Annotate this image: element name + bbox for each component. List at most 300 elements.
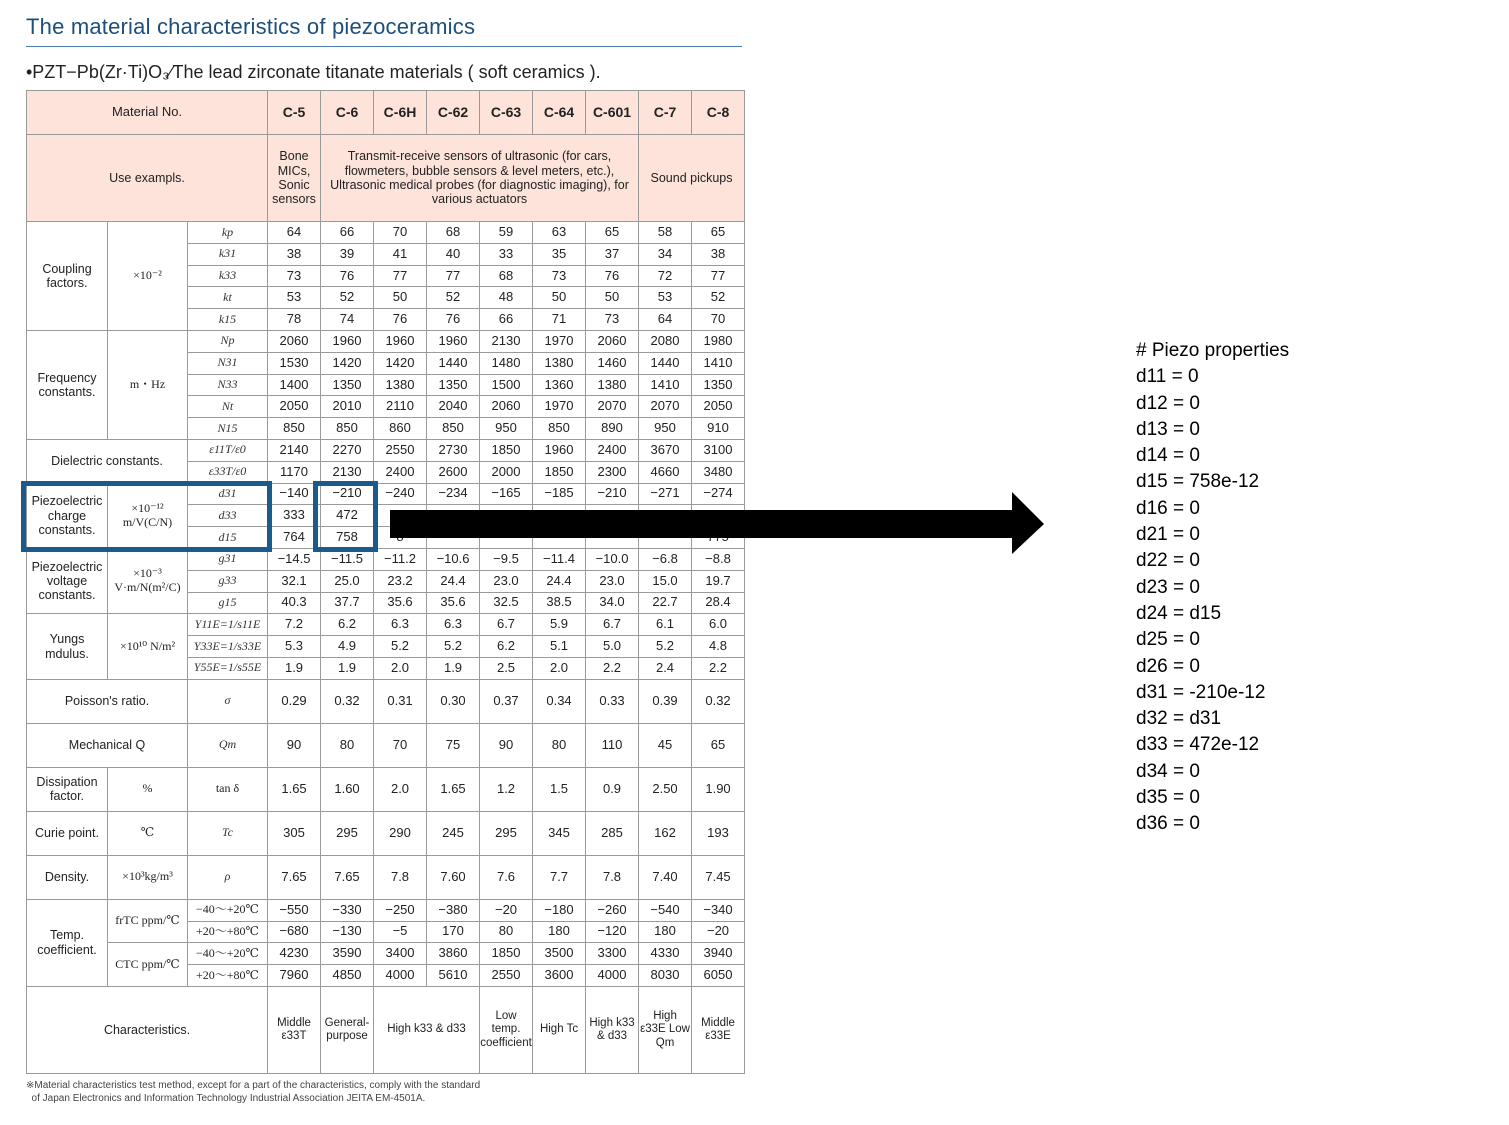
value-cell: 7.45 [692,855,745,899]
value-cell: 850 [427,418,480,440]
value-cell: 1350 [692,374,745,396]
symbol-cell: d33 [188,505,268,527]
table-row [27,899,745,921]
property-line: d36 = 0 [1136,813,1200,835]
value-cell: 180 [639,921,692,943]
material-code: C-62 [427,91,480,135]
table-row [27,91,745,135]
value-cell: 1850 [480,439,533,461]
curie-label: Curie point. [27,811,108,855]
value-cell: 2080 [639,330,692,352]
yungs-label: Yungs mdulus. [27,614,108,679]
value-cell: 7960 [268,965,321,987]
table-row [27,330,745,352]
value-cell: 764 [268,527,321,549]
value-cell: −8.8 [692,548,745,570]
value-cell: 2140 [268,439,321,461]
value-cell: 1960 [321,330,374,352]
symbol-cell: kp [188,222,268,244]
value-cell: 52 [321,287,374,309]
value-cell: −5 [374,921,427,943]
value-cell: 162 [639,811,692,855]
value-cell: −185 [533,483,586,505]
value-cell: 2.50 [639,767,692,811]
value-cell: 24.4 [427,570,480,592]
value-cell: 6.3 [374,614,427,636]
property-line: d11 = 0 [1136,366,1199,388]
value-cell: 70 [374,222,427,244]
value-cell: 50 [586,287,639,309]
symbol-cell: ρ [188,855,268,899]
value-cell: 0.31 [374,679,427,723]
value-cell: 2.5 [480,657,533,679]
property-line: d35 = 0 [1136,787,1200,809]
value-cell: 1440 [427,352,480,374]
value-cell: 23.0 [480,570,533,592]
value-cell: 7.8 [374,855,427,899]
table-row [27,222,745,244]
char-cell: Middle ε33T [268,986,321,1073]
value-cell: 180 [533,921,586,943]
piezo-properties [1136,338,1289,838]
property-line: d15 = 758e-12 [1136,471,1260,493]
material-table [26,90,745,1074]
value-cell: 76 [586,265,639,287]
property-line: d16 = 0 [1136,497,1200,519]
value-cell: 890 [586,418,639,440]
range-cell: −40〜+20℃ [188,943,268,965]
value-cell: −250 [374,899,427,921]
char-cell: General-purpose [321,986,374,1073]
value-cell: 1960 [374,330,427,352]
value-cell: 2550 [480,965,533,987]
value-cell: 6.2 [321,614,374,636]
value-cell: 59 [480,222,533,244]
value-cell: 193 [692,811,745,855]
value-cell: 2070 [586,396,639,418]
value-cell: 472 [321,505,374,527]
symbol-cell: g15 [188,592,268,614]
value-cell: −11.5 [321,548,374,570]
value-cell: 48 [480,287,533,309]
value-cell: 3480 [692,461,745,483]
value-cell: 41 [374,243,427,265]
value-cell: 32.5 [480,592,533,614]
title-divider [26,46,742,47]
symbol-cell: ε11T/ε0 [188,439,268,461]
symbol-cell: g31 [188,548,268,570]
symbol-cell: Np [188,330,268,352]
value-cell: 295 [321,811,374,855]
value-cell: 170 [427,921,480,943]
c6-charge-values-highlight [313,481,378,552]
right-arrow-icon [390,492,1050,562]
material-code: C-7 [639,91,692,135]
value-cell: 950 [480,418,533,440]
value-cell: 35.6 [427,592,480,614]
value-cell: 245 [427,811,480,855]
value-cell: 2400 [586,439,639,461]
value-cell: 0.32 [321,679,374,723]
value-cell: −550 [268,899,321,921]
value-cell: 2000 [480,461,533,483]
poisson-label: Poisson's ratio. [27,679,188,723]
value-cell: 3600 [533,965,586,987]
material-no-label: Material No. [27,91,268,135]
value-cell: −260 [586,899,639,921]
value-cell: 0.34 [533,679,586,723]
char-cell: Middle ε33E [692,986,745,1073]
coupling-label: Coupling factors. [27,222,108,331]
voltage-unit: ×10⁻³ V·m/N(m²/C) [108,548,188,613]
value-cell: 1850 [533,461,586,483]
charge-constants-label-highlight [21,481,272,552]
value-cell: 80 [480,921,533,943]
value-cell: 1350 [321,374,374,396]
value-cell: 23.2 [374,570,427,592]
value-cell: 950 [639,418,692,440]
value-cell: 1360 [533,374,586,396]
value-cell: 37 [586,243,639,265]
value-cell: 5.1 [533,636,586,658]
value-cell: 58 [639,222,692,244]
value-cell: 40.3 [268,592,321,614]
value-cell: 22.7 [639,592,692,614]
value-cell: 90 [480,723,533,767]
yungs-unit: ×10¹⁰ N/m² [108,614,188,679]
symbol-cell: N31 [188,352,268,374]
value-cell: 2550 [374,439,427,461]
value-cell: 80 [321,723,374,767]
value-cell: 6.3 [427,614,480,636]
symbol-cell: N33 [188,374,268,396]
value-cell: 4850 [321,965,374,987]
value-cell: 2.0 [533,657,586,679]
property-line: d33 = 472e-12 [1136,734,1260,756]
dielectric-label: Dielectric constants. [27,439,188,483]
value-cell: 285 [586,811,639,855]
table-row [27,855,745,899]
material-sheet [26,90,742,1073]
value-cell: 1350 [427,374,480,396]
value-cell: 3300 [586,943,639,965]
value-cell: 70 [692,309,745,331]
value-cell: 2050 [268,396,321,418]
value-cell: 7.7 [533,855,586,899]
value-cell: −9.5 [480,548,533,570]
value-cell: 2010 [321,396,374,418]
table-row [27,767,745,811]
value-cell: 1960 [533,439,586,461]
value-cell: 15.0 [639,570,692,592]
value-cell: 6.2 [480,636,533,658]
symbol-cell: N15 [188,418,268,440]
material-code: C-8 [692,91,745,135]
value-cell: 68 [480,265,533,287]
value-cell: 6050 [692,965,745,987]
value-cell: −140 [268,483,321,505]
value-cell: −14.5 [268,548,321,570]
symbol-cell: tan δ [188,767,268,811]
value-cell: 2270 [321,439,374,461]
value-cell: 50 [533,287,586,309]
symbol-cell: Qm [188,723,268,767]
value-cell: 1530 [268,352,321,374]
density-unit: ×10³kg/m³ [108,855,188,899]
value-cell: 39 [321,243,374,265]
value-cell: 1420 [374,352,427,374]
frequency-unit: m・Hz [108,330,188,439]
table-row [27,811,745,855]
value-cell: −330 [321,899,374,921]
value-cell: 76 [374,309,427,331]
value-cell: 850 [533,418,586,440]
value-cell: 7.40 [639,855,692,899]
charge-unit: ×10⁻¹² m/V(C/N) [108,483,188,548]
value-cell: 1380 [533,352,586,374]
value-cell: 4000 [374,965,427,987]
table-row [27,943,745,965]
symbol-cell: d31 [188,483,268,505]
material-code: C-5 [268,91,321,135]
property-line: d24 = d15 [1136,602,1222,624]
value-cell: 72 [639,265,692,287]
footnote: ※Material characteristics test method, except for a part of the characteristics, comply with the standard of Japan Electronics and Information Technology Industrial Association JEITA EM-4501A. [26,1080,481,1104]
value-cell: 6.7 [586,614,639,636]
value-cell: −234 [427,483,480,505]
material-code: C-6H [374,91,427,135]
value-cell: 7.65 [321,855,374,899]
symbol-cell: k15 [188,309,268,331]
symbol-cell: Y55E=1/s55E [188,657,268,679]
value-cell: 860 [374,418,427,440]
char-cell: High k33 & d33 [586,986,639,1073]
value-cell: 1460 [586,352,639,374]
value-cell: 76 [427,309,480,331]
value-cell: 6.1 [639,614,692,636]
value-cell: 2400 [374,461,427,483]
value-cell: 68 [427,222,480,244]
value-cell: 850 [321,418,374,440]
value-cell: −210 [586,483,639,505]
value-cell: 1400 [268,374,321,396]
value-cell: 8030 [639,965,692,987]
value-cell: 3100 [692,439,745,461]
value-cell: −20 [692,921,745,943]
value-cell: −6.8 [639,548,692,570]
value-cell: 1.65 [268,767,321,811]
value-cell: 5.0 [586,636,639,658]
value-cell: 0.29 [268,679,321,723]
value-cell: 75 [427,723,480,767]
value-cell: −10.6 [427,548,480,570]
charge-label: Piezoelectric charge constants. [27,483,108,548]
value-cell: 1.90 [692,767,745,811]
value-cell: 1170 [268,461,321,483]
symbol-cell: g33 [188,570,268,592]
value-cell: 5.2 [427,636,480,658]
value-cell: 4230 [268,943,321,965]
value-cell: 2060 [268,330,321,352]
value-cell: 73 [533,265,586,287]
frequency-label: Frequency constants. [27,330,108,439]
value-cell: 1.9 [321,657,374,679]
value-cell: 77 [692,265,745,287]
value-cell: −11.4 [533,548,586,570]
property-line: d14 = 0 [1136,445,1200,467]
material-code: C-64 [533,91,586,135]
property-line: d26 = 0 [1136,655,1200,677]
value-cell: 1500 [480,374,533,396]
value-cell: 53 [639,287,692,309]
material-code: C-6 [321,91,374,135]
value-cell: 1980 [692,330,745,352]
value-cell: −20 [480,899,533,921]
voltage-label: Piezoelectric voltage constants. [27,548,108,613]
value-cell: 4.9 [321,636,374,658]
value-cell: 1.2 [480,767,533,811]
value-cell: 25.0 [321,570,374,592]
value-cell: 2600 [427,461,480,483]
value-cell: −130 [321,921,374,943]
value-cell: 0.32 [692,679,745,723]
property-line: d22 = 0 [1136,550,1200,572]
symbol-cell: kt [188,287,268,309]
value-cell: 3940 [692,943,745,965]
use-c7c8: Sound pickups [639,135,745,222]
value-cell: 71 [533,309,586,331]
value-cell: 24.4 [533,570,586,592]
value-cell: 2130 [480,330,533,352]
value-cell: 910 [692,418,745,440]
value-cell: −10.0 [586,548,639,570]
property-line: d34 = 0 [1136,760,1200,782]
value-cell: −180 [533,899,586,921]
use-label: Use exampls. [27,135,268,222]
symbol-cell: ε33T/ε0 [188,461,268,483]
property-line: d13 = 0 [1136,418,1200,440]
page-subtitle: •PZT−Pb(Zr·Ti)O₃∕The lead zirconate titanate materials ( soft ceramics ). [26,62,601,82]
value-cell: 2.0 [374,657,427,679]
page-title: The material characteristics of piezoceramics [26,14,476,39]
symbol-cell: d15 [188,527,268,549]
value-cell: 5610 [427,965,480,987]
property-line: d32 = d31 [1136,708,1222,730]
value-cell: 77 [374,265,427,287]
property-line: d21 = 0 [1136,524,1200,546]
value-cell: 78 [268,309,321,331]
value-cell: 1440 [639,352,692,374]
value-cell: 1380 [374,374,427,396]
value-cell: 5.2 [374,636,427,658]
value-cell: 19.7 [692,570,745,592]
table-row [27,723,745,767]
value-cell: 1380 [586,374,639,396]
value-cell: 64 [639,309,692,331]
value-cell: 0.30 [427,679,480,723]
value-cell: 2130 [321,461,374,483]
symbol-cell: k31 [188,243,268,265]
dissipation-unit: % [108,767,188,811]
symbol-cell: Y11E=1/s11E [188,614,268,636]
material-code: C-601 [586,91,639,135]
value-cell: 32.1 [268,570,321,592]
use-mid: Transmit-receive sensors of ultrasonic (for cars, flowmeters, bubble sensors & level meters, etc.), Ultrasonic medical probes (for diagnostic imaging), for various actuators [321,135,639,222]
value-cell: 66 [480,309,533,331]
material-code: C-63 [480,91,533,135]
char-cell: High k33 & d33 [374,986,480,1073]
value-cell: 2730 [427,439,480,461]
table-row [27,439,745,461]
properties-header: # Piezo properties [1136,340,1290,361]
value-cell: 7.8 [586,855,639,899]
value-cell: 1410 [692,352,745,374]
value-cell: 35 [533,243,586,265]
value-cell: 38.5 [533,592,586,614]
property-line: d31 = -210e-12 [1136,681,1266,703]
value-cell: 2.2 [692,657,745,679]
table-row [27,986,745,1073]
range-cell: +20〜+80℃ [188,965,268,987]
value-cell: 1.65 [427,767,480,811]
value-cell: 2.2 [586,657,639,679]
dissipation-label: Dissipation factor. [27,767,108,811]
value-cell: 295 [480,811,533,855]
value-cell: 1480 [480,352,533,374]
value-cell: −680 [268,921,321,943]
value-cell: 4.8 [692,636,745,658]
value-cell: 305 [268,811,321,855]
value-cell: 345 [533,811,586,855]
curie-unit: ℃ [108,811,188,855]
value-cell: 5.9 [533,614,586,636]
value-cell: 76 [321,265,374,287]
value-cell: 90 [268,723,321,767]
value-cell: 110 [586,723,639,767]
symbol-cell: Tc [188,811,268,855]
range-cell: −40〜+20℃ [188,899,268,921]
value-cell: 65 [692,723,745,767]
value-cell: 53 [268,287,321,309]
value-cell: 3670 [639,439,692,461]
value-cell: 34.0 [586,592,639,614]
symbol-cell: k33 [188,265,268,287]
value-cell: 63 [533,222,586,244]
value-cell: 64 [268,222,321,244]
value-cell: −274 [692,483,745,505]
value-cell: 1850 [480,943,533,965]
value-cell: 0.37 [480,679,533,723]
value-cell: 1970 [533,396,586,418]
value-cell: 333 [268,505,321,527]
value-cell: 73 [586,309,639,331]
value-cell: −380 [427,899,480,921]
value-cell: 0.9 [586,767,639,811]
symbol-cell: Nt [188,396,268,418]
value-cell: 4330 [639,943,692,965]
value-cell: 70 [374,723,427,767]
value-cell: 34 [639,243,692,265]
value-cell: 77 [427,265,480,287]
value-cell: 2040 [427,396,480,418]
symbol-cell: σ [188,679,268,723]
value-cell: 3860 [427,943,480,965]
value-cell: 40 [427,243,480,265]
value-cell: −210 [321,483,374,505]
value-cell: 4000 [586,965,639,987]
value-cell: 7.6 [480,855,533,899]
temp-label: Temp. coefficient. [27,899,108,986]
